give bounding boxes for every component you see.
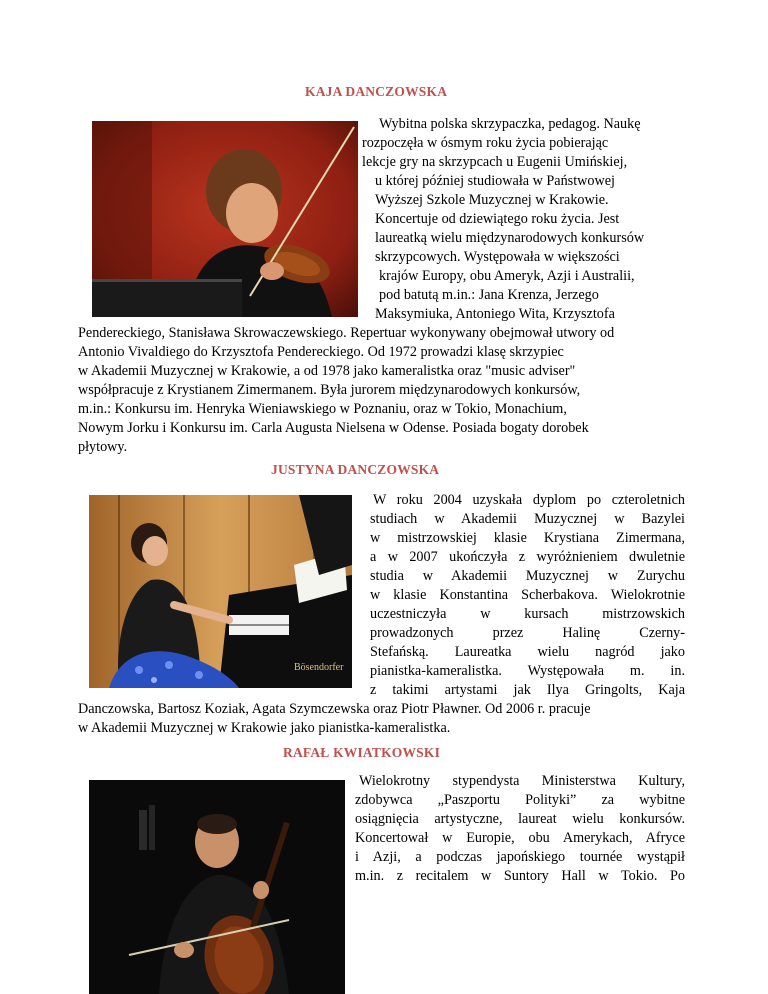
text-line: Koncertuje od dziewiątego roku życia. Jest	[375, 211, 620, 227]
text-line: uczestniczyła w kursach mistrzowskich	[370, 606, 685, 622]
text-line: pod batutą m.in.: Jana Krenza, Jerzego	[379, 287, 599, 303]
text-line: płytowy.	[78, 439, 128, 455]
text-line: współpracuje z Krystianem Zimermanem. Była jurorem międzynarodowych konkursów,	[78, 382, 581, 398]
text-line: w Akademii Muzycznej w Krakowie, a od 1978 jako kameralistka oraz "music adviser"	[78, 363, 576, 379]
text-line: a w 2007 ukończyła z wyróżnieniem dwuletnie	[370, 549, 685, 565]
text-line: pianistka-kameralistka. Występowała m. in.	[370, 663, 685, 679]
text-line: z takimi artystami jak Ilya Gringolts, Kaja	[370, 682, 685, 698]
text-line: u której później studiowała w Państwowej	[375, 173, 615, 189]
pianist-photo	[89, 495, 352, 688]
text-line: Antonio Vivaldiego do Krzysztofa Pendereckiego. Od 1972 prowadzi klasę skrzypiec	[78, 344, 564, 360]
text-line: rozpoczęła w ósmym roku życia pobierając	[362, 135, 609, 151]
violinist-photo	[92, 121, 358, 317]
text-line: Maksymiuka, Antoniego Wita, Krzysztofa	[375, 306, 615, 322]
text-line: osiągnięcia artystyczne, laureat wielu konkursów.	[355, 811, 685, 827]
section-heading-rafal: RAFAŁ KWIATKOWSKI	[283, 745, 441, 760]
text-line: lekcje gry na skrzypcach u Eugenii Umińskiej,	[362, 154, 628, 170]
text-line: Danczowska, Bartosz Koziak, Agata Szymczewska oraz Piotr Pławner. Od 2006 r. pracuje	[78, 701, 591, 717]
section-heading-justyna: JUSTYNA DANCZOWSKA	[271, 462, 440, 477]
section-heading-kaja: KAJA DANCZOWSKA	[305, 84, 448, 99]
text-line: w mistrzowskiej klasie Krystiana Zimermana,	[370, 530, 685, 546]
text-line: skrzypcowych. Występowała w większości	[375, 249, 620, 265]
text-line: Koncertował w Europie, obu Amerykach, Afryce	[355, 830, 685, 846]
text-line: m.in.: Konkursu im. Henryka Wieniawskiego w Poznaniu, oraz w Tokio, Monachium,	[78, 401, 567, 417]
text-line: Wyższej Szkole Muzycznej w Krakowie.	[375, 192, 609, 208]
text-line: i Azji, a podczas japońskiego tournée wystąpił	[355, 849, 685, 865]
text-line: studiach w Akademii Muzycznej w Bazylei	[370, 511, 685, 527]
text-line: studia w Akademii Muzycznej w Zurychu	[370, 568, 685, 584]
text-line: Pendereckiego, Stanisława Skrowaczewskiego. Repertuar wykonywany obejmował utwory od	[78, 325, 615, 341]
text-line: zdobywca „Paszportu Polityki” za wybitne	[355, 792, 685, 808]
text-line: krajów Europy, obu Ameryk, Azji i Australii,	[379, 268, 635, 284]
text-line: Wielokrotny stypendysta Ministerstwa Kultury,	[359, 773, 685, 789]
text-line: m.in. z recitalem w Suntory Hall w Tokio. Po	[355, 868, 685, 884]
text-line: Stefańską. Laureatka wielu nagród jako	[370, 644, 685, 660]
text-line: w Akademii Muzycznej w Krakowie jako pianistka-kameralistka.	[78, 720, 451, 736]
text-line: W roku 2004 uzyskała dyplom po czteroletnich	[373, 492, 685, 508]
text-line: laureatką wielu międzynarodowych konkursów	[375, 230, 645, 246]
text-line: prowadzonych przez Halinę Czerny-	[370, 625, 685, 641]
cellist-photo	[89, 780, 345, 994]
text-line: Nowym Jorku i Konkursu im. Carla Augusta Nielsena w Odense. Posiada bogaty dorobek	[78, 420, 589, 436]
text-line: Wybitna polska skrzypaczka, pedagog. Naukę	[379, 116, 641, 132]
text-line: w klasie Konstantina Scherbakova. Wielokrotnie	[370, 587, 685, 603]
piano-brand-label: Bösendorfer	[294, 662, 344, 673]
